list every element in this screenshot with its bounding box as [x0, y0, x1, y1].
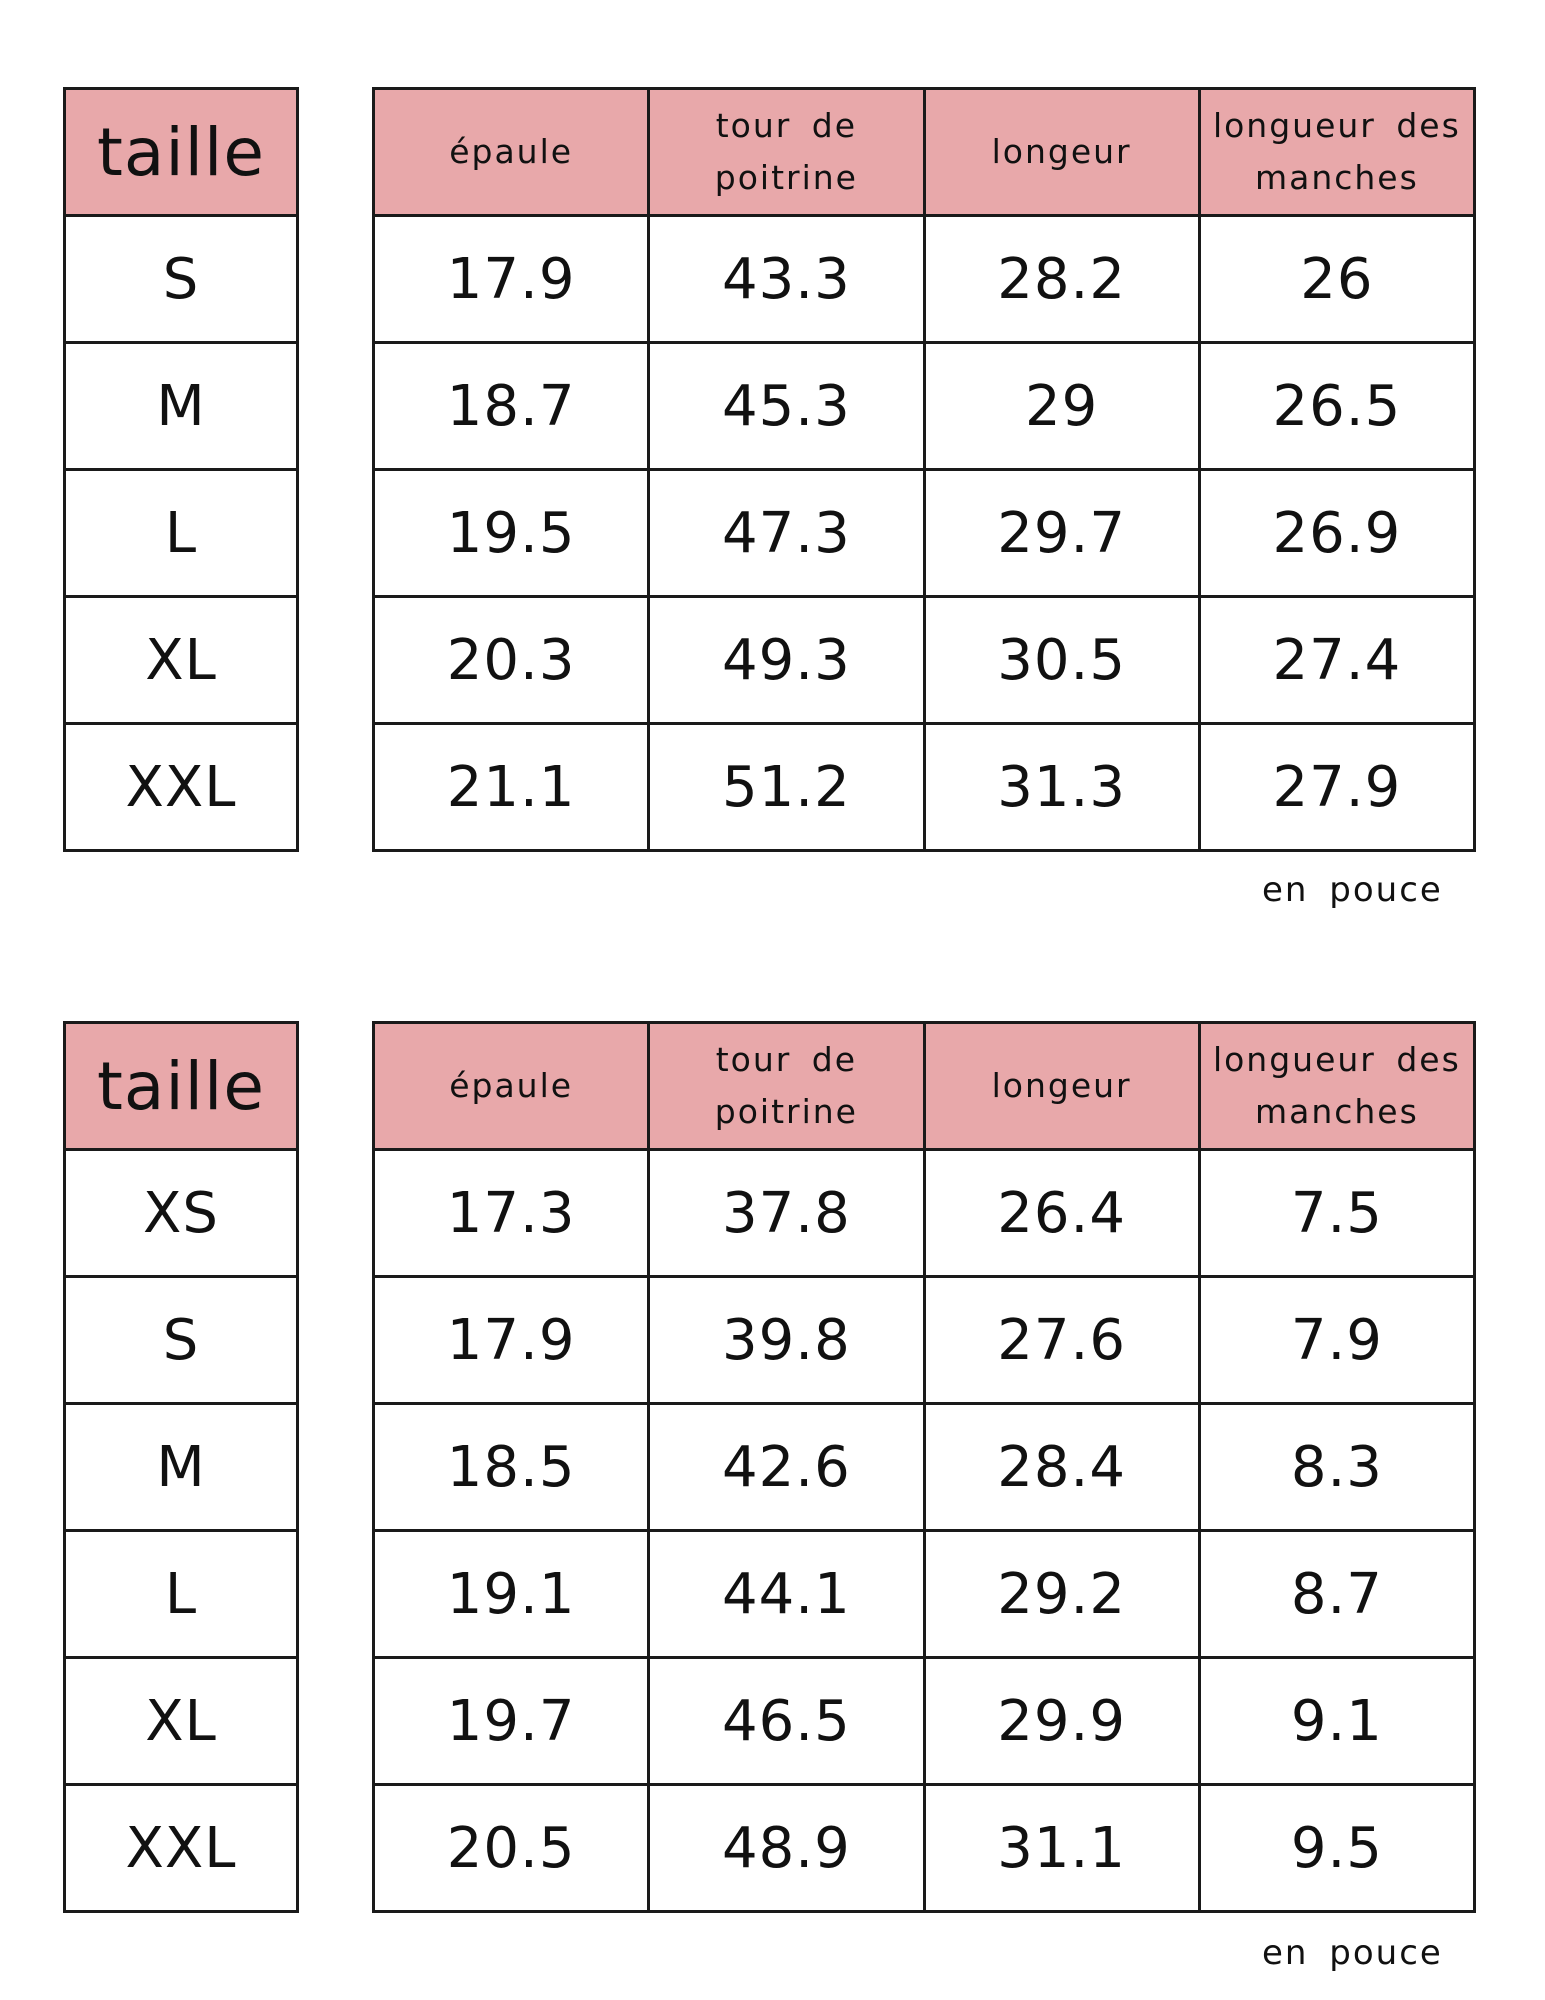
value-cell: 27.9	[1199, 724, 1474, 851]
value-cell: 31.3	[924, 724, 1199, 851]
value-cell: 19.7	[374, 1658, 649, 1785]
value-cell: 28.4	[924, 1404, 1199, 1531]
measurements-table	[372, 87, 1476, 852]
size-cell: S	[65, 1277, 298, 1404]
size-cell: XXL	[65, 724, 298, 851]
value-cell: 27.6	[924, 1277, 1199, 1404]
value-cell: 48.9	[649, 1785, 924, 1912]
table-row	[374, 1150, 1475, 1277]
value-cell: 21.1	[374, 724, 649, 851]
size-cell: XL	[65, 597, 298, 724]
value-cell: 44.1	[649, 1531, 924, 1658]
table-row	[374, 1658, 1475, 1785]
value-cell: 26	[1199, 216, 1474, 343]
value-cell: 29.9	[924, 1658, 1199, 1785]
value-cell: 47.3	[649, 470, 924, 597]
column-header-length: longeur	[924, 89, 1199, 216]
value-cell: 46.5	[649, 1658, 924, 1785]
column-header-shoulder: épaule	[374, 89, 649, 216]
size-cell: M	[65, 1404, 298, 1531]
size-column-table	[63, 87, 299, 852]
value-cell: 51.2	[649, 724, 924, 851]
size-cell: S	[65, 216, 298, 343]
unit-note: en pouce	[1262, 1933, 1443, 1973]
value-cell: 29.2	[924, 1531, 1199, 1658]
column-header-sleeve-length: longueur des manches	[1199, 1023, 1474, 1150]
value-cell: 19.5	[374, 470, 649, 597]
table-row	[374, 216, 1475, 343]
table-row	[374, 1531, 1475, 1658]
value-cell: 39.8	[649, 1277, 924, 1404]
size-cell: M	[65, 343, 298, 470]
table-row	[374, 597, 1475, 724]
size-header: taille	[65, 89, 298, 216]
value-cell: 26.5	[1199, 343, 1474, 470]
value-cell: 27.4	[1199, 597, 1474, 724]
column-header-sleeve-length: longueur des manches	[1199, 89, 1474, 216]
value-cell: 20.5	[374, 1785, 649, 1912]
column-header-row	[374, 1023, 1475, 1150]
value-cell: 8.3	[1199, 1404, 1474, 1531]
value-cell: 17.3	[374, 1150, 649, 1277]
column-header-chest: tour de poitrine	[649, 1023, 924, 1150]
table-row	[374, 343, 1475, 470]
table-row	[374, 1404, 1475, 1531]
size-cell: L	[65, 470, 298, 597]
value-cell: 7.9	[1199, 1277, 1474, 1404]
value-cell: 18.5	[374, 1404, 649, 1531]
size-cell: XL	[65, 1658, 298, 1785]
table-row	[374, 1785, 1475, 1912]
table-row	[374, 724, 1475, 851]
value-cell: 26.4	[924, 1150, 1199, 1277]
column-header-row	[374, 89, 1475, 216]
size-header: taille	[65, 1023, 298, 1150]
column-header-length: longeur	[924, 1023, 1199, 1150]
table-row	[374, 470, 1475, 597]
value-cell: 9.5	[1199, 1785, 1474, 1912]
value-cell: 49.3	[649, 597, 924, 724]
value-cell: 29.7	[924, 470, 1199, 597]
value-cell: 18.7	[374, 343, 649, 470]
value-cell: 20.3	[374, 597, 649, 724]
size-cell: XXL	[65, 1785, 298, 1912]
table-row	[374, 1277, 1475, 1404]
value-cell: 19.1	[374, 1531, 649, 1658]
column-header-shoulder: épaule	[374, 1023, 649, 1150]
value-cell: 30.5	[924, 597, 1199, 724]
value-cell: 26.9	[1199, 470, 1474, 597]
value-cell: 42.6	[649, 1404, 924, 1531]
column-header-chest: tour de poitrine	[649, 89, 924, 216]
value-cell: 17.9	[374, 216, 649, 343]
value-cell: 7.5	[1199, 1150, 1474, 1277]
value-cell: 17.9	[374, 1277, 649, 1404]
size-cell: XS	[65, 1150, 298, 1277]
value-cell: 37.8	[649, 1150, 924, 1277]
value-cell: 8.7	[1199, 1531, 1474, 1658]
unit-note: en pouce	[1262, 870, 1443, 910]
measurements-table	[372, 1021, 1476, 1913]
value-cell: 29	[924, 343, 1199, 470]
size-column-table	[63, 1021, 299, 1913]
value-cell: 9.1	[1199, 1658, 1474, 1785]
size-cell: L	[65, 1531, 298, 1658]
value-cell: 28.2	[924, 216, 1199, 343]
value-cell: 31.1	[924, 1785, 1199, 1912]
value-cell: 45.3	[649, 343, 924, 470]
value-cell: 43.3	[649, 216, 924, 343]
